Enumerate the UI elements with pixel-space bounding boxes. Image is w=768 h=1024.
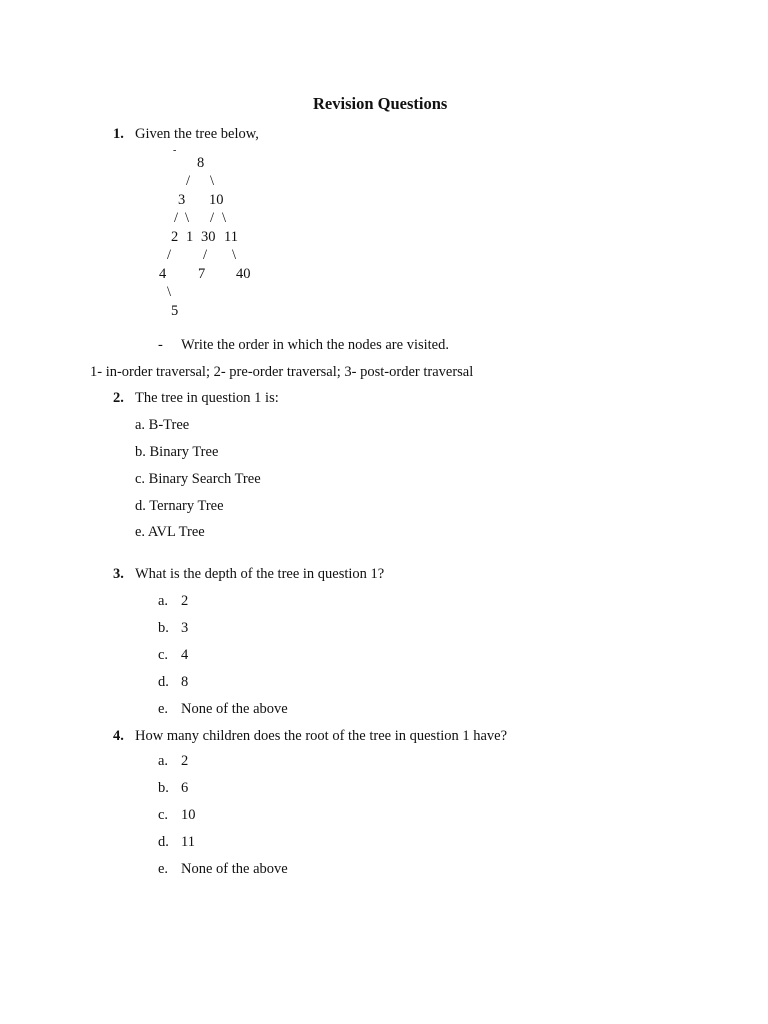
- question-4-option-letter: a.: [158, 753, 169, 769]
- tree-node: 5: [171, 303, 179, 319]
- tree-node: 11: [224, 229, 238, 245]
- tree-edge: \: [167, 284, 172, 300]
- question-3-text: What is the depth of the tree in question 1?: [135, 566, 385, 582]
- question-4-option-letter: e.: [158, 861, 169, 877]
- tree-edge: \: [185, 210, 190, 226]
- question-3-option-d: 8: [181, 674, 189, 690]
- question-1-number: 1.: [113, 126, 124, 142]
- tree-node: 30: [201, 229, 216, 245]
- question-2-option-e: e. AVL Tree: [135, 524, 205, 540]
- question-4-option-e: None of the above: [181, 861, 288, 877]
- question-2-option-b: b. Binary Tree: [135, 444, 219, 460]
- question-2-number: 2.: [113, 390, 124, 406]
- tree-node: 8: [197, 155, 205, 171]
- question-2-option-d: d. Ternary Tree: [135, 498, 224, 514]
- question-4-option-d: 11: [181, 834, 195, 850]
- tree-node: 40: [236, 266, 251, 282]
- question-3-option-letter: a.: [158, 593, 169, 609]
- traversal-list: 1- in-order traversal; 2- pre-order traversal; 3- post-order traversal: [90, 364, 474, 380]
- question-3-option-b: 3: [181, 620, 189, 636]
- tree-edge: \: [232, 247, 237, 263]
- question-3-option-a: 2: [181, 593, 189, 609]
- tree-edge: \: [222, 210, 227, 226]
- question-3-option-e: None of the above: [181, 701, 288, 717]
- tree-edge: \: [210, 173, 215, 189]
- question-3-option-letter: e.: [158, 701, 169, 717]
- question-2-option-c: c. Binary Search Tree: [135, 471, 261, 487]
- question-2-text: The tree in question 1 is:: [135, 390, 279, 406]
- tree-edge: /: [186, 173, 191, 189]
- question-4-number: 4.: [113, 728, 124, 744]
- question-4-option-a: 2: [181, 753, 189, 769]
- tree-edge: /: [174, 210, 179, 226]
- tree-mark: -: [173, 145, 177, 156]
- question-1-instruction: Write the order in which the nodes are visited.: [181, 337, 449, 353]
- tree-node: 3: [178, 192, 186, 208]
- question-3-number: 3.: [113, 566, 124, 582]
- tree-edge: /: [203, 247, 208, 263]
- question-4-option-letter: c.: [158, 807, 169, 823]
- question-2-option-a: a. B-Tree: [135, 417, 190, 433]
- question-4-option-letter: d.: [158, 834, 169, 850]
- tree-node: 7: [198, 266, 206, 282]
- tree-node: 1: [186, 229, 194, 245]
- question-4-text: How many children does the root of the tree in question 1 have?: [135, 728, 508, 744]
- instruction-bullet: -: [158, 337, 163, 353]
- tree-node: 4: [159, 266, 167, 282]
- question-3-option-c: 4: [181, 647, 189, 663]
- tree-node: 2: [171, 229, 179, 245]
- tree-edge: /: [210, 210, 215, 226]
- question-4-option-b: 6: [181, 780, 189, 796]
- page-title: Revision Questions: [313, 94, 448, 113]
- tree-edge: /: [167, 247, 172, 263]
- question-3-option-letter: d.: [158, 674, 169, 690]
- question-4-option-letter: b.: [158, 780, 169, 796]
- question-4-option-c: 10: [181, 807, 196, 823]
- tree-node: 10: [209, 192, 224, 208]
- question-3-option-letter: b.: [158, 620, 169, 636]
- question-3-option-letter: c.: [158, 647, 169, 663]
- question-1-text: Given the tree below,: [135, 126, 259, 142]
